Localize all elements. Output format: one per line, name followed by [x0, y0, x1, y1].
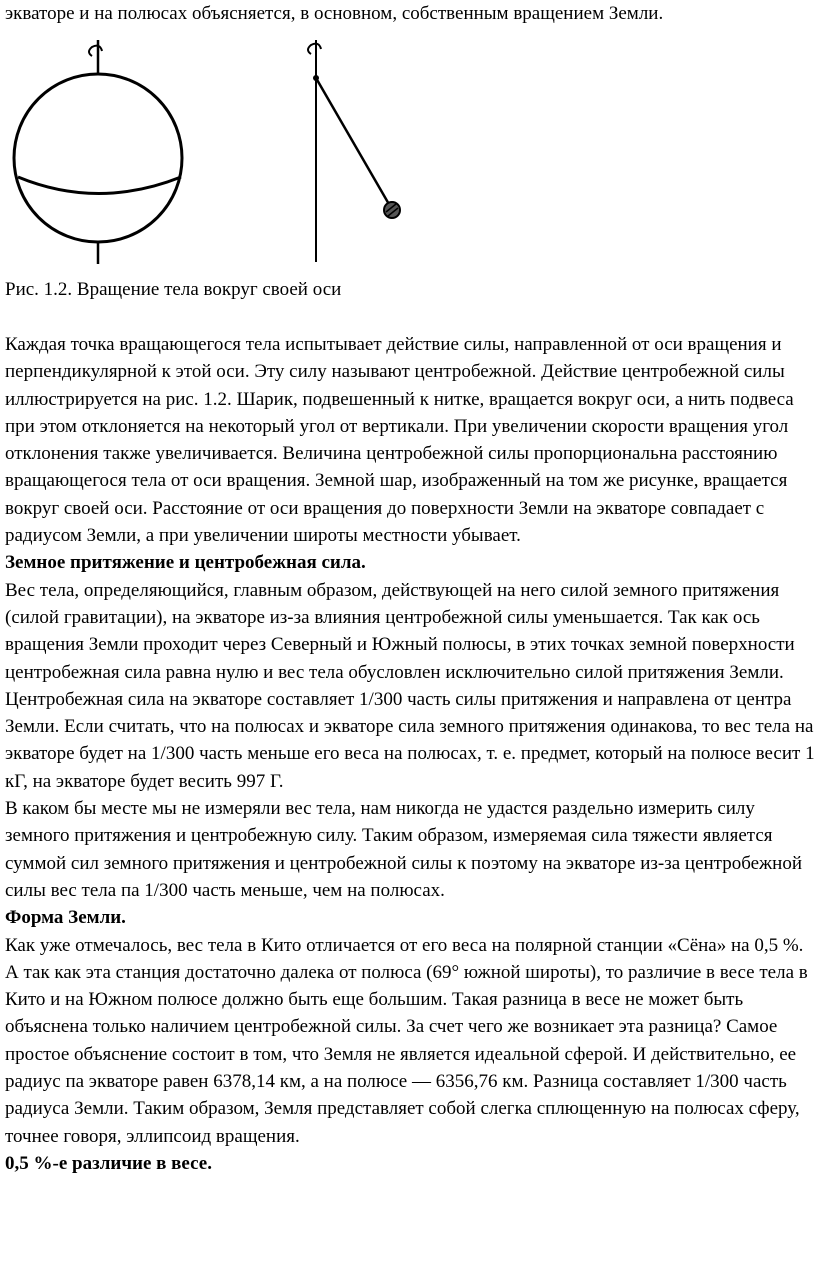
paragraph: В каком бы месте мы не измеряли вес тела, нам никогда не удастся раздельно измерить силу земного притяжения и центробежную силу. Таким образом, измеряемая сила тяжести является суммой сил земного притяжения и центробежной силы к поэтому на экваторе из-за центробежной силы вес тела па 1/300 часть меньше, чем на полюсах. — [5, 798, 803, 901]
figure-caption: Рис. 1.2. Вращение тела вокруг своей оси — [5, 279, 342, 300]
globe-sphere — [14, 74, 182, 242]
paragraph: Вес тела, определяющийся, главным образом, действующей на него силой земного притяжения (силой гравитации), на экваторе из-за влияния центробежной силы уменьшается. Так как ось вращения Земли проходит через Северный и Южный полюсы, в этих точках земной поверхности центробежная сила равна нулю и вес тела обусловлен исключительно силой притяжения Земли. Центробежная сила на экваторе составляет 1/300 часть силы притяжения и направлена от центра Земли. Если считать, что на полюсах и экваторе сила земного притяжения одинакова, то вес тела на экваторе будет на 1/300 часть меньше его веса на полюсах, т. е. предмет, который на полюсе весит 1 кГ, на экваторе будет весить 997 Г. — [5, 579, 815, 792]
pendulum-diagram — [308, 40, 400, 262]
top-text-line: экваторе и на полюсах объясняется, в основном, собственным вращением Земли. — [5, 3, 664, 24]
paragraph: Каждая точка вращающегося тела испытывает действие силы, направленной от оси вращения и перпендикулярной к этой оси. Эту силу называют центробежной. Действие центробежной силы иллюстрируется на рис. 1.2. Шарик, подвешенный к нитке, вращается вокруг оси, а нить подвеса при этом отклоняется на некоторый угол от вертикали. При увеличении скорости вращения угол отклонения также увеличивается. Величина центробежной силы пропорциональна расстоянию вращающегося тела от оси вращения. Земной шар, изображенный на том же рисунке, вращается вокруг своей оси. Расстояние от оси вращения до поверхности Земли на экваторе совпадает с радиусом Земли, а при увеличении широты местности убывает. — [5, 334, 794, 547]
paragraph: Как уже отмечалось, вес тела в Кито отличается от его веса на полярной станции «Сёна» на 0,5 %. А так как эта станция достаточно далека от полюса (69° южной широты), то различие в весе тела в Кито и на Южном полюсе должно быть еще большим. Такая разница в весе не может быть объяснена только наличием центробежной силы. За счет чего же возникает эта разница? Самое простое объяснение состоит в том, что Земля не является идеальной сферой. И действительно, ее радиус па экваторе равен 6378,14 км, а на полюсе — 6356,76 км. Разница составляет 1/300 часть радиуса Земли. Таким образом, Земля представляет собой слегка сплющенную на полюсах сферу, точнее говоря, эллипсоид вращения. — [5, 934, 808, 1147]
section-heading: Форма Земли. — [5, 907, 126, 929]
globe-equator — [18, 177, 181, 194]
section-heading: Земное притяжение и центробежная сила. — [5, 552, 366, 574]
article-body — [5, 331, 815, 1177]
pendulum-string — [316, 78, 390, 206]
pendulum-ball — [384, 202, 400, 218]
rotation-arrow-icon — [89, 46, 102, 56]
figure-rotation — [0, 32, 460, 267]
globe-diagram — [14, 40, 182, 264]
rotation-arrow-icon-2 — [308, 44, 321, 54]
section-heading: 0,5 %-е различие в весе. — [5, 1152, 212, 1174]
